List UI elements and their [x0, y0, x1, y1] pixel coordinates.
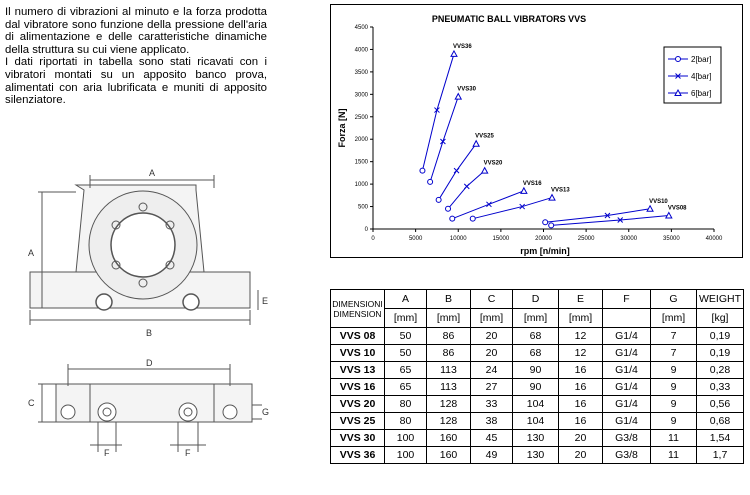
table-row — [331, 396, 744, 413]
marker-x — [440, 139, 445, 144]
table-cell: 50 — [385, 328, 427, 345]
table-cell: 113 — [427, 362, 471, 379]
y-tick-label: 3500 — [354, 69, 368, 76]
x-tick-label: 15000 — [492, 236, 510, 242]
y-tick-label: 4000 — [354, 47, 368, 54]
table-cell: 9 — [651, 396, 697, 413]
table-row — [331, 413, 744, 430]
table-cell: 49 — [471, 447, 513, 464]
x-axis-label: rpm [n/min] — [520, 246, 570, 256]
chart-title: PNEUMATIC BALL VIBRATORS VVS — [431, 14, 587, 24]
table-cell: 80 — [385, 396, 427, 413]
table-cell: 1,54 — [697, 430, 744, 447]
legend-label: 4[bar] — [691, 72, 712, 81]
y-tick-label: 4500 — [354, 25, 368, 31]
table-cell: 16 — [559, 396, 603, 413]
table-cell: 16 — [559, 362, 603, 379]
series-line — [422, 54, 454, 171]
table-cell: 38 — [471, 413, 513, 430]
y-axis-label: Forza [N] — [337, 108, 347, 148]
table-row — [331, 447, 744, 464]
series-label: VVS16 — [522, 180, 542, 187]
unit-d: [mm] — [513, 309, 559, 328]
table-cell: 20 — [471, 328, 513, 345]
model-cell: VVS 20 — [331, 396, 385, 413]
table-cell: 160 — [427, 447, 471, 464]
x-tick-label: 30000 — [620, 236, 638, 242]
y-tick-label: 2000 — [354, 137, 368, 144]
table-cell: 20 — [471, 345, 513, 362]
table-cell: 12 — [559, 328, 603, 345]
x-tick-label: 5000 — [408, 236, 423, 242]
table-row — [331, 345, 744, 362]
marker-x — [464, 184, 469, 189]
table-cell: 90 — [513, 362, 559, 379]
table-cell: 45 — [471, 430, 513, 447]
y-tick-label: 1000 — [354, 182, 368, 189]
dim-f-right: F — [185, 448, 191, 458]
marker-circle — [436, 197, 441, 202]
legend-label: 6[bar] — [691, 89, 712, 98]
table-cell: G1/4 — [603, 328, 651, 345]
marker-triangle — [451, 51, 457, 57]
model-cell: VVS 25 — [331, 413, 385, 430]
series-line — [551, 216, 669, 226]
marker-circle — [446, 206, 451, 211]
table-cell: 104 — [513, 413, 559, 430]
table-cell: 9 — [651, 379, 697, 396]
series-vvs08 — [549, 206, 687, 228]
chart-legend — [664, 47, 721, 103]
table-cell: 0,68 — [697, 413, 744, 430]
header-dimension — [331, 290, 385, 328]
table-row — [331, 430, 744, 447]
unit-e: [mm] — [559, 309, 603, 328]
header-dim-bottom: DIMENSION — [333, 308, 382, 319]
marker-triangle — [473, 141, 479, 147]
legend-label: 2[bar] — [691, 55, 712, 64]
series-label: VVS20 — [483, 160, 503, 167]
table-cell: 100 — [385, 430, 427, 447]
intro-text — [5, 6, 267, 107]
header-d: D — [513, 290, 559, 309]
marker-circle — [676, 57, 681, 62]
series-line — [545, 209, 650, 222]
header-e: E — [559, 290, 603, 309]
table-cell: 7 — [651, 328, 697, 345]
model-cell: VVS 10 — [331, 345, 385, 362]
series-label: VVS10 — [649, 198, 668, 205]
series-label: VVS08 — [667, 205, 687, 212]
table-cell: 9 — [651, 362, 697, 379]
table-cell: 160 — [427, 430, 471, 447]
table-cell: 100 — [385, 447, 427, 464]
dim-g: G — [262, 407, 270, 417]
marker-triangle — [647, 206, 653, 212]
header-weight: WEIGHT — [697, 290, 744, 309]
marker-circle — [470, 216, 475, 221]
unit-a: [mm] — [385, 309, 427, 328]
table-row — [331, 362, 744, 379]
model-cell: VVS 30 — [331, 430, 385, 447]
series-label: VVS13 — [551, 187, 570, 194]
side-view-body — [56, 384, 252, 422]
unit-f — [603, 309, 651, 328]
table-cell: 12 — [559, 345, 603, 362]
header-f: F — [603, 290, 651, 309]
y-tick-label: 2500 — [354, 114, 368, 121]
table-cell: 104 — [513, 396, 559, 413]
table-cell: 113 — [427, 379, 471, 396]
series-label: VVS30 — [457, 86, 476, 93]
table-row — [331, 379, 744, 396]
spec-table — [330, 289, 744, 464]
marker-x — [486, 202, 491, 207]
table-cell: 20 — [559, 430, 603, 447]
intro-paragraph-1: Il numero di vibrazioni al minuto e la forza prodotta dal vibratore sono funzione della pressione dell'aria di alimentazione e delle caratteristiche dinamiche della struttura su cui viene applicato. — [5, 6, 267, 56]
table-cell: G1/4 — [603, 345, 651, 362]
y-tick-label: 3000 — [354, 92, 368, 99]
model-cell: VVS 08 — [331, 328, 385, 345]
dim-d: D — [146, 358, 153, 368]
marker-circle — [549, 223, 554, 228]
table-cell: 0,19 — [697, 345, 744, 362]
header-c: C — [471, 290, 513, 309]
table-cell: 128 — [427, 396, 471, 413]
marker-circle — [450, 216, 455, 221]
table-cell: 11 — [651, 447, 697, 464]
dim-a-top: A — [149, 168, 156, 178]
series-line — [473, 198, 552, 219]
series-label: VVS25 — [475, 133, 494, 140]
table-cell: G1/4 — [603, 362, 651, 379]
series-label: VVS36 — [452, 43, 472, 50]
marker-triangle — [455, 94, 461, 100]
marker-triangle — [482, 168, 488, 174]
header-b: B — [427, 290, 471, 309]
series-line — [430, 97, 458, 182]
y-tick-label: 1500 — [354, 159, 368, 166]
table-cell: 7 — [651, 345, 697, 362]
table-cell: 68 — [513, 328, 559, 345]
chart-container — [330, 4, 743, 258]
intro-paragraph-2: I dati riportati in tabella sono stati ricavati con i vibratori montati su un apposito banco prova, alimentati con aria lubrificata e muniti di apposito silenziatore. — [5, 56, 267, 107]
marker-circle — [543, 220, 548, 225]
dim-c: C — [28, 398, 35, 408]
y-tick-label: 0 — [364, 227, 368, 233]
table-cell: G3/8 — [603, 447, 651, 464]
table-cell: 16 — [559, 413, 603, 430]
table-cell: 130 — [513, 447, 559, 464]
header-dim-top: DIMENSIONI — [332, 298, 383, 309]
unit-c: [mm] — [471, 309, 513, 328]
force-rpm-chart — [331, 5, 744, 259]
table-cell: 1,7 — [697, 447, 744, 464]
table-cell: 0,28 — [697, 362, 744, 379]
table-cell: 65 — [385, 379, 427, 396]
series-vvs16 — [450, 181, 542, 221]
table-cell: 80 — [385, 413, 427, 430]
table-cell: 65 — [385, 362, 427, 379]
table-cell: G3/8 — [603, 430, 651, 447]
marker-circle — [420, 168, 425, 173]
technical-drawing — [18, 160, 278, 460]
table-cell: 11 — [651, 430, 697, 447]
table-cell: 128 — [427, 413, 471, 430]
header-g: G — [651, 290, 697, 309]
x-tick-label: 25000 — [577, 236, 595, 242]
table-cell: 33 — [471, 396, 513, 413]
table-cell: G1/4 — [603, 379, 651, 396]
header-a: A — [385, 290, 427, 309]
unit-b: [mm] — [427, 309, 471, 328]
table-cell: 86 — [427, 345, 471, 362]
table-cell: 9 — [651, 413, 697, 430]
dim-e: E — [262, 296, 269, 306]
dim-a-side: A — [28, 248, 35, 258]
table-cell: 86 — [427, 328, 471, 345]
marker-triangle — [521, 188, 527, 194]
x-tick-label: 40000 — [705, 236, 723, 242]
unit-g: [mm] — [651, 309, 697, 328]
table-cell: 0,33 — [697, 379, 744, 396]
y-tick-label: 500 — [357, 204, 368, 211]
marker-x — [454, 168, 459, 173]
x-tick-label: 10000 — [449, 236, 467, 242]
dim-f-left: F — [104, 448, 110, 458]
table-cell: 0,19 — [697, 328, 744, 345]
model-cell: VVS 13 — [331, 362, 385, 379]
table-row — [331, 328, 744, 345]
unit-weight: [kg] — [697, 309, 744, 328]
table-cell: 50 — [385, 345, 427, 362]
marker-triangle — [549, 195, 555, 201]
table-cell: 90 — [513, 379, 559, 396]
model-cell: VVS 16 — [331, 379, 385, 396]
table-cell: G1/4 — [603, 413, 651, 430]
table-cell: 27 — [471, 379, 513, 396]
table-cell: 0,56 — [697, 396, 744, 413]
table-cell: 68 — [513, 345, 559, 362]
table-cell: 130 — [513, 430, 559, 447]
x-tick-label: 0 — [371, 236, 375, 242]
x-tick-label: 20000 — [535, 236, 552, 242]
table-cell: 24 — [471, 362, 513, 379]
x-tick-label: 35000 — [663, 236, 680, 242]
front-view-bore — [111, 213, 175, 277]
table-cell: G1/4 — [603, 396, 651, 413]
marker-circle — [428, 179, 433, 184]
series-vvs36 — [420, 44, 472, 173]
table-cell: 20 — [559, 447, 603, 464]
table-cell: 16 — [559, 379, 603, 396]
series-vvs30 — [428, 87, 477, 185]
dim-b: B — [146, 328, 153, 338]
model-cell: VVS 36 — [331, 447, 385, 464]
